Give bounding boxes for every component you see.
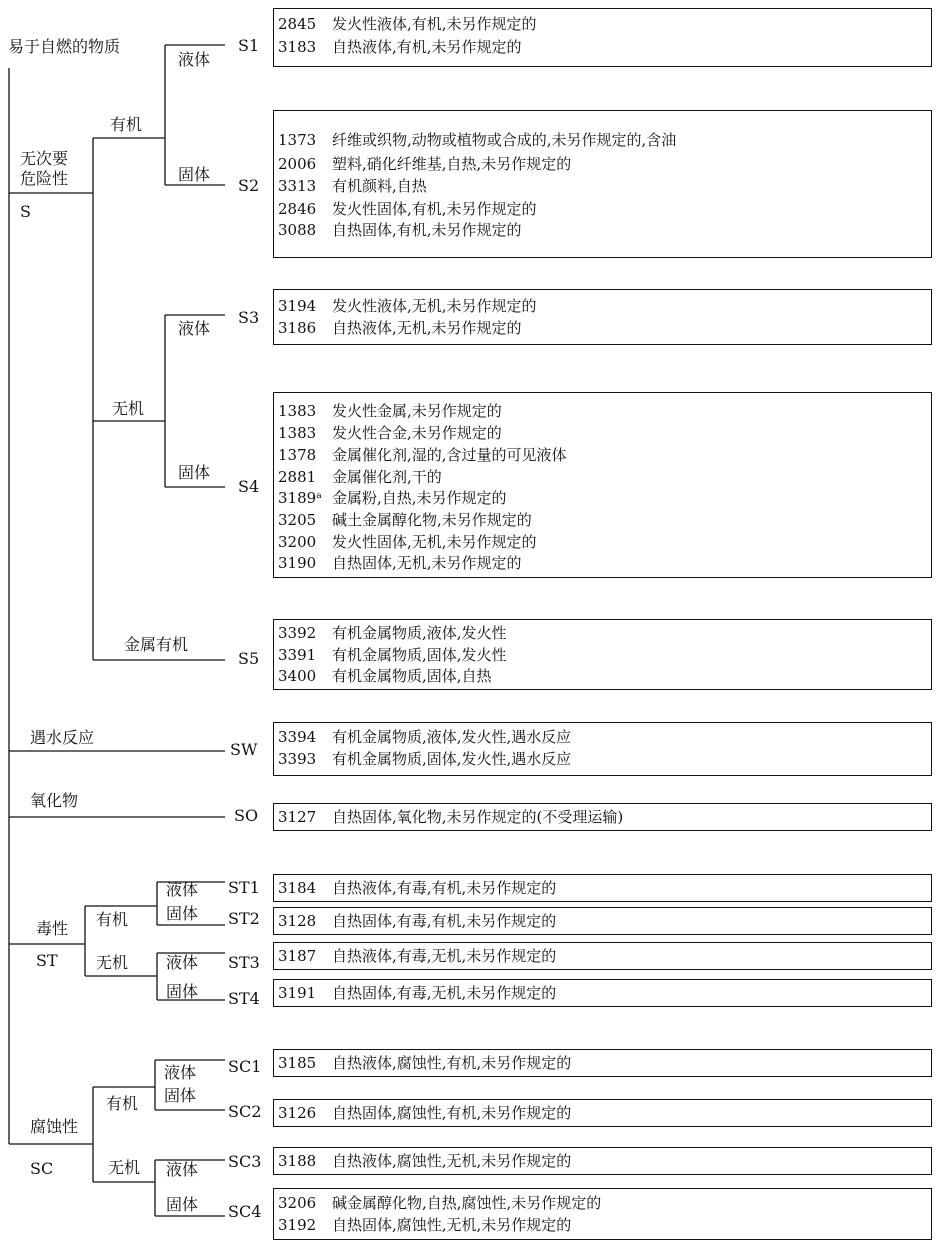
entry-box-sw <box>273 722 932 776</box>
entry-row: 2845 发火性液体,有机,未另作规定的 <box>278 15 537 33</box>
entry-row: 3393 有机金属物质,固体,发火性,遇水反应 <box>278 750 572 768</box>
entry-row: 3128 自热固体,有毒,有机,未另作规定的 <box>278 912 557 930</box>
entry-row: 3185 自热液体,腐蚀性,有机,未另作规定的 <box>278 1054 572 1072</box>
code-st1: ST1 <box>228 878 260 897</box>
entry-row: 3313 有机颜料,自热 <box>278 177 427 195</box>
subbranch-corrosive-inorganic: 无机 <box>108 1158 141 1177</box>
entry-row: 3200 发火性固体,无机,未另作规定的 <box>278 533 537 551</box>
leaf-liquid-st3: 液体 <box>166 953 199 972</box>
entry-box-s3 <box>273 289 932 345</box>
code-sc1: SC1 <box>228 1057 262 1076</box>
entry-box-s2 <box>273 110 932 258</box>
entry-box-st4 <box>273 979 932 1007</box>
subbranch-toxic-organic: 有机 <box>96 910 129 929</box>
branch-toxic: 毒性 <box>36 919 69 938</box>
entry-row: 3391 有机金属物质,固体,发火性 <box>278 646 507 664</box>
entry-row: 2881 金属催化剂,干的 <box>278 468 442 486</box>
leaf-solid-st4: 固体 <box>166 982 199 1001</box>
entry-row: 3184 自热液体,有毒,有机,未另作规定的 <box>278 879 557 897</box>
entry-row: 3088 自热固体,有机,未另作规定的 <box>278 221 522 239</box>
code-s3: S3 <box>238 308 260 327</box>
entry-box-sc4 <box>273 1188 932 1240</box>
entry-row: 1373 纤维或织物,动物或植物或合成的,未另作规定的,含油 <box>278 131 677 149</box>
subbranch-corrosive-organic: 有机 <box>106 1094 139 1113</box>
leaf-solid-sc4: 固体 <box>166 1195 199 1214</box>
code-st4: ST4 <box>228 989 260 1008</box>
entry-row: 3186 自热液体,无机,未另作规定的 <box>278 319 522 337</box>
entry-row: 3400 有机金属物质,固体,自热 <box>278 667 492 685</box>
subbranch-inorganic: 无机 <box>112 399 145 418</box>
leaf-solid-st2: 固体 <box>166 904 199 923</box>
code-sc3: SC3 <box>228 1152 262 1171</box>
entry-row: 3127 自热固体,氧化物,未另作规定的(不受理运输) <box>278 808 624 826</box>
entry-box-st3 <box>273 942 932 970</box>
branch-no-secondary-line1: 无次要 <box>20 149 69 168</box>
code-st2: ST2 <box>228 909 260 928</box>
entry-row: 1383 发火性金属,未另作规定的 <box>278 402 502 420</box>
code-s4: S4 <box>238 477 260 496</box>
code-st3: ST3 <box>228 953 260 972</box>
entry-row: 2006 塑料,硝化纤维基,自热,未另作规定的 <box>278 155 572 173</box>
entry-row: 3187 自热液体,有毒,无机,未另作规定的 <box>278 947 557 965</box>
leaf-liquid-sc3: 液体 <box>166 1160 199 1179</box>
entry-row: 2846 发火性固体,有机,未另作规定的 <box>278 200 537 218</box>
entry-row: 3392 有机金属物质,液体,发火性 <box>278 624 507 642</box>
code-s1: S1 <box>238 36 260 55</box>
entry-row: 3188 自热液体,腐蚀性,无机,未另作规定的 <box>278 1152 572 1170</box>
branch-no-secondary-code: S <box>20 202 31 221</box>
leaf-solid-s4: 固体 <box>178 463 211 482</box>
entry-row: 3205 碱土金属醇化物,未另作规定的 <box>278 511 532 529</box>
branch-corrosive: 腐蚀性 <box>30 1117 79 1136</box>
leaf-liquid-sc1: 液体 <box>164 1063 197 1082</box>
leaf-solid-sc2: 固体 <box>164 1086 197 1105</box>
entry-row: 3394 有机金属物质,液体,发火性,遇水反应 <box>278 728 572 746</box>
entry-box-st2 <box>273 907 932 935</box>
branch-corrosive-code: SC <box>30 1159 54 1178</box>
entry-box-so <box>273 803 932 831</box>
entry-row: 3126 自热固体,腐蚀性,有机,未另作规定的 <box>278 1104 572 1122</box>
entry-row: 3183 自热液体,有机,未另作规定的 <box>278 38 522 56</box>
code-sc2: SC2 <box>228 1102 262 1121</box>
entry-row: 1383 发火性合金,未另作规定的 <box>278 424 502 442</box>
leaf-liquid-s3: 液体 <box>178 319 211 338</box>
entry-row: 3194 发火性液体,无机,未另作规定的 <box>278 297 537 315</box>
entry-row: 3192 自热固体,腐蚀性,无机,未另作规定的 <box>278 1216 572 1234</box>
entry-box-sc1 <box>273 1049 932 1077</box>
entry-box-sc2 <box>273 1099 932 1127</box>
code-s2: S2 <box>238 176 260 195</box>
entry-box-st1 <box>273 874 932 902</box>
entry-row: 3191 自热固体,有毒,无机,未另作规定的 <box>278 984 557 1002</box>
entry-row: 3189ᵃ 金属粉,自热,未另作规定的 <box>278 489 507 507</box>
root-title: 易于自燃的物质 <box>8 37 121 56</box>
leaf-liquid-st1: 液体 <box>166 880 199 899</box>
entry-box-sc3 <box>273 1147 932 1175</box>
entry-box-s1 <box>273 8 932 67</box>
branch-water-reactive: 遇水反应 <box>30 728 95 747</box>
branch-oxidizer: 氧化物 <box>30 791 79 810</box>
entry-row: 1378 金属催化剂,湿的,含过量的可见液体 <box>278 446 567 464</box>
code-sc4: SC4 <box>228 1202 262 1221</box>
leaf-solid-s2: 固体 <box>178 165 211 184</box>
subbranch-organic: 有机 <box>110 115 143 134</box>
entry-row: 3190 自热固体,无机,未另作规定的 <box>278 554 522 572</box>
subbranch-toxic-inorganic: 无机 <box>96 953 129 972</box>
subbranch-organometallic: 金属有机 <box>124 635 189 654</box>
leaf-liquid-s1: 液体 <box>178 50 211 69</box>
code-sw: SW <box>230 740 258 759</box>
branch-toxic-code: ST <box>36 951 58 970</box>
entry-box-s5 <box>273 619 932 690</box>
code-s5: S5 <box>238 649 260 668</box>
entry-box-s4 <box>273 392 932 578</box>
branch-no-secondary-line2: 危险性 <box>20 169 69 188</box>
entry-row: 3206 碱金属醇化物,自热,腐蚀性,未另作规定的 <box>278 1194 602 1212</box>
code-so: SO <box>234 806 259 825</box>
